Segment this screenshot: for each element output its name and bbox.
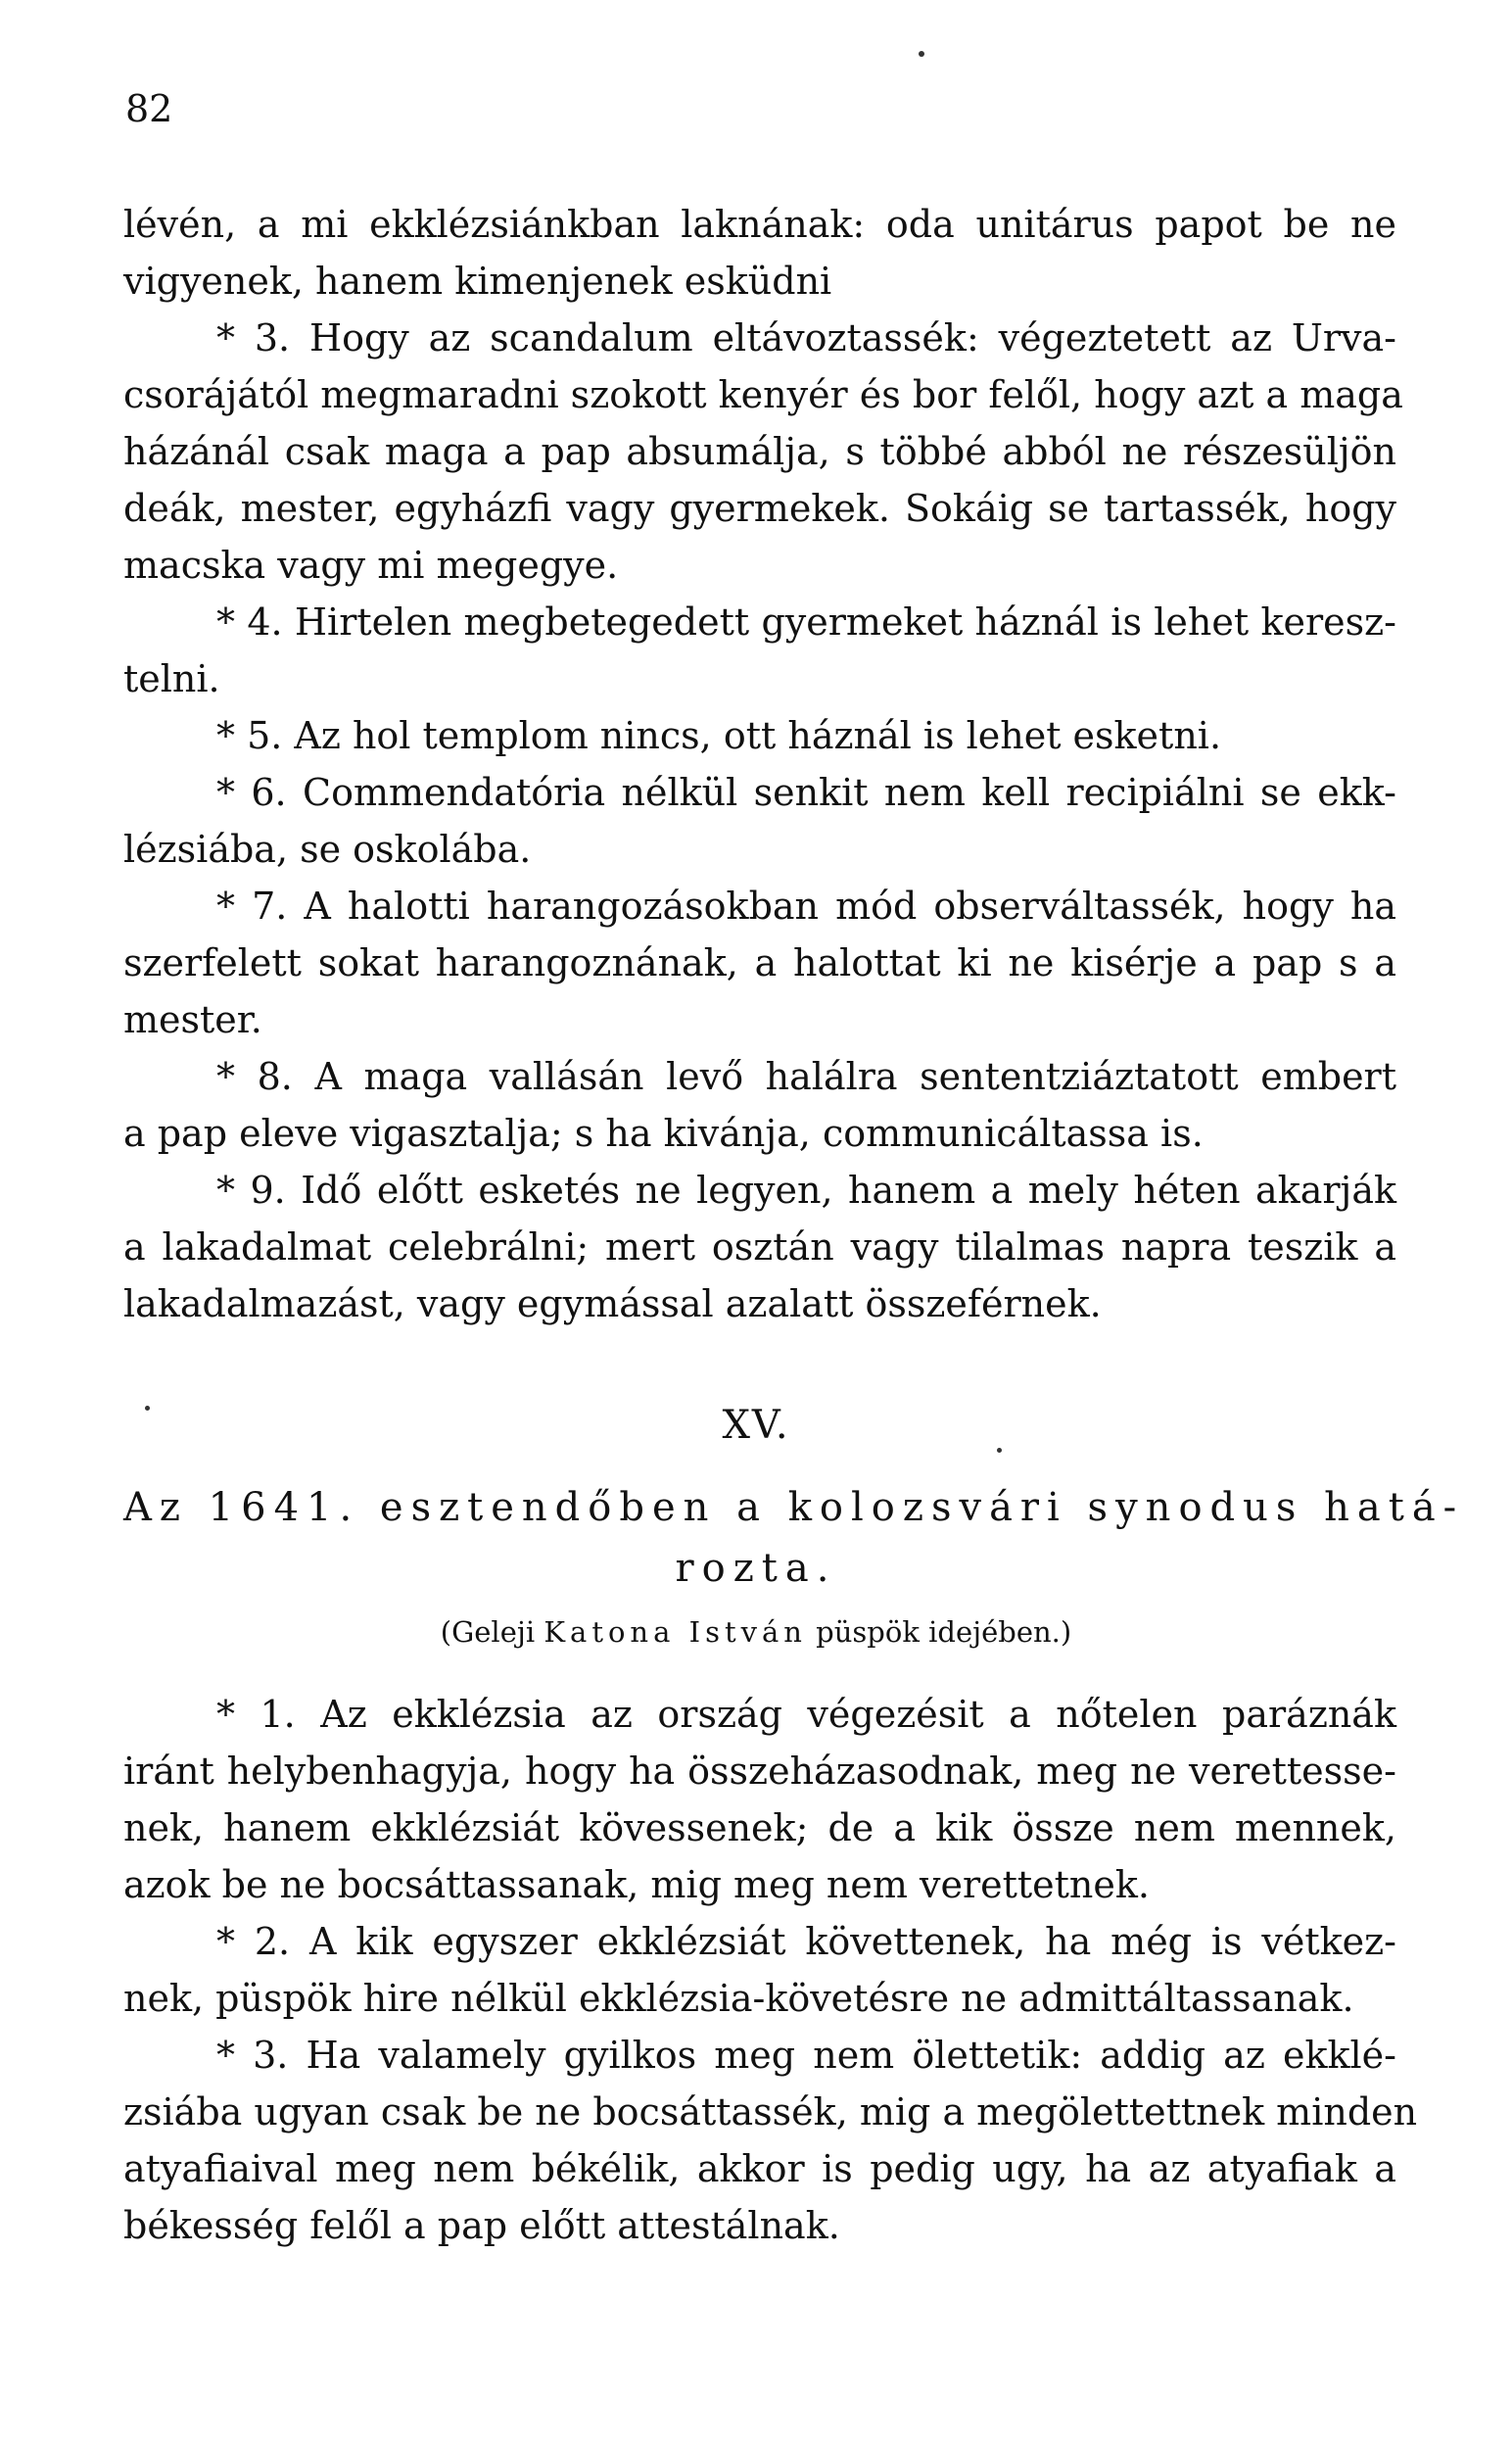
text-line: szerfelett sokat harangoznának, a halottat ki ne kisérje a pap s a <box>123 941 1396 984</box>
text-line: * 5. Az hol templom nincs, ott háznál is lehet esketni. <box>216 714 1222 757</box>
text-line: * 1. Az ekklézsia az ország végezésit a nőtelen paráznák <box>216 1693 1396 1736</box>
text-line: * 7. A halotti harangozásokban mód observáltassék, hogy ha <box>216 885 1396 928</box>
text-line: * 9. Idő előtt esketés ne legyen, hanem a mely héten akarják <box>216 1169 1396 1212</box>
page-number: 82 <box>125 87 173 130</box>
section-1-text <box>123 196 1403 1332</box>
section-title-continued: rozta. <box>675 1546 837 1591</box>
text-line: lézsiába, se oskolába. <box>123 828 532 871</box>
text-line: * 8. A maga vallásán levő halálra sententziáztatott embert <box>216 1055 1396 1098</box>
text-line: lévén, a mi ekklézsiánkban laknának: oda unitárus papot be ne <box>123 203 1396 246</box>
subtitle-open: (Geleji <box>440 1615 544 1649</box>
text-line: deák, mester, egyházfi vagy gyermekek. Sokáig se tartassék, hogy <box>123 487 1396 530</box>
text-line: nek, hanem ekklézsiát kövessenek; de a kik össze nem mennek, <box>123 1806 1396 1849</box>
text-line: a pap eleve vigasztalja; s ha kivánja, communicáltassa is. <box>123 1112 1204 1155</box>
text-line: csorájától megmaradni szokott kenyér és bor felől, hogy azt a maga <box>123 373 1403 416</box>
section-subtitle <box>0 1610 1512 1654</box>
text-line: azok be ne bocsáttassanak, mig meg nem verettetnek. <box>123 1863 1150 1906</box>
section-2-text <box>123 1686 1418 2254</box>
subtitle-name: Katona István <box>543 1615 807 1649</box>
text-line: lakadalmazást, vagy egymással azalatt összeférnek. <box>123 1282 1102 1325</box>
text-line: atyafiaival meg nem békélik, akkor is pedig ugy, ha az atyafiak a <box>123 2147 1396 2190</box>
print-speck <box>919 51 924 57</box>
text-line: nek, püspök hire nélkül ekklézsia-követésre ne admittáltassanak. <box>123 1977 1354 2020</box>
text-line: macska vagy mi megegye. <box>123 544 619 587</box>
text-line: telni. <box>123 657 220 700</box>
text-line: * 4. Hirtelen megbetegedett gyermeket háznál is lehet keresz- <box>216 600 1396 644</box>
section-numeral: XV. <box>722 1403 790 1448</box>
text-line: * 3. Ha valamely gyilkos meg nem ölettetik: addig az ekklé- <box>216 2034 1396 2077</box>
subtitle-close: püspök idejében.) <box>806 1615 1072 1649</box>
print-speck <box>997 1448 1002 1453</box>
text-line: a lakadalmat celebrálni; mert osztán vagy tilalmas napra teszik a <box>123 1225 1396 1269</box>
text-line: * 2. A kik egyszer ekklézsiát követtenek, ha még is vétkez- <box>216 1920 1396 1963</box>
text-line: vigyenek, hanem kimenjenek esküdni <box>123 260 832 303</box>
text-line: házánál csak maga a pap absumálja, s többé abból ne részesüljön <box>123 430 1396 473</box>
section-title: Az 1641. esztendőben a kolozsvári synodus hatá- <box>123 1485 1465 1530</box>
text-line: * 3. Hogy az scandalum eltávoztassék: végeztetett az Urva- <box>216 316 1396 360</box>
text-line: * 6. Commendatória nélkül senkit nem kell recipiálni se ekk- <box>216 771 1396 814</box>
text-line: mester. <box>123 998 262 1041</box>
text-line: iránt helybenhagyja, hogy ha összeházasodnak, meg ne verettesse- <box>123 1750 1396 1793</box>
text-line: békesség felől a pap előtt attestálnak. <box>123 2204 840 2247</box>
text-line: zsiába ugyan csak be ne bocsáttassék, mig a megölettettnek minden <box>123 2090 1418 2134</box>
